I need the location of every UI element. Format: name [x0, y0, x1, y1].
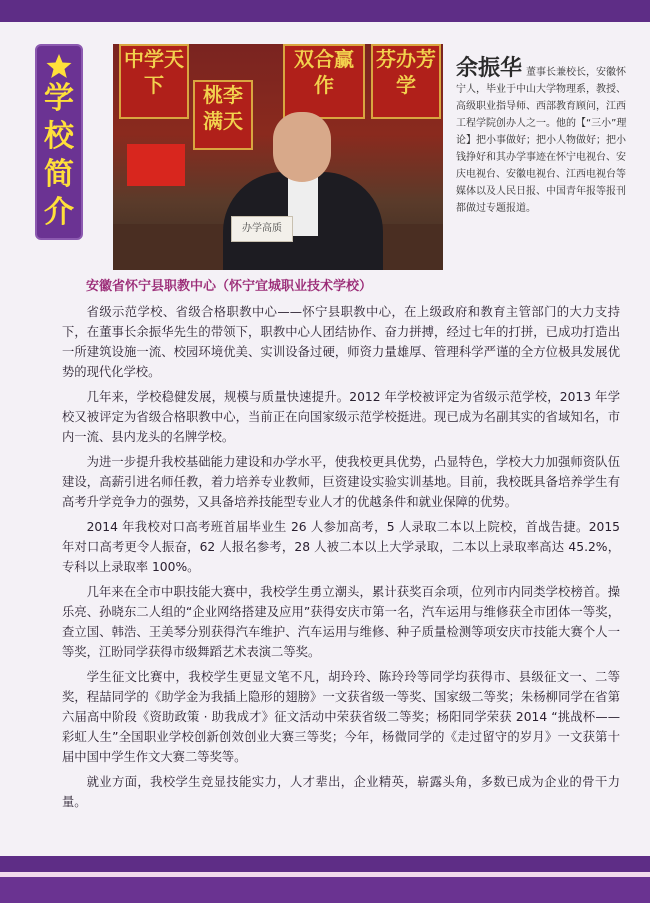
- wall-banner: 中学天下: [119, 44, 189, 119]
- principal-name: 余振华: [456, 55, 523, 81]
- intro-paragraph: 几年来，学校稳健发展，规模与质量快速提升。2012 年学校被评定为省级示范学校，2013 年学校又被评定为省级合格职教中心，当前正在向国家级示范学校挺进。现已成为名副其实的省域知名，市内一流、县内龙头的名牌学校。: [62, 390, 620, 444]
- intro-paragraph: 为进一步提升我校基础能力建设和办学水平，使我校更具优势，凸显特色，学校大力加强师资队伍建设，高薪引进名师任教，着力培养专业教师，巨资建设实验实训基地。目前，我校既具备培养学生有高考升学竞争力的强势，又具备培养技能型专业人才的优越条件和就业保障的优势。: [62, 455, 620, 509]
- section-title-char: 简: [44, 157, 74, 192]
- wall-banner: 芬办芳学: [371, 44, 441, 119]
- section-title-box: [35, 44, 83, 240]
- wall-banner: 双合赢作: [283, 44, 365, 119]
- intro-paragraph: 省级示范学校、省级合格职教中心——怀宁县职教中心，在上级政府和教育主管部门的大力支持下，在董事长余振华先生的带领下，职教中心人团结协作、奋力拼搏，经过七年的打拼，已成功打造出一所建筑设施一流、校园环境优美、实训设备过硬，师资力量雄厚、管理科学严谨的全方位极具发展优势的现代化学校。: [62, 305, 620, 379]
- person-head: [273, 112, 331, 182]
- principal-photo: [113, 44, 443, 270]
- bottom-decor-bar: [0, 856, 650, 872]
- star-icon: [45, 52, 73, 80]
- principal-bio-text: 董事长兼校长，安徽怀宁人，毕业于中山大学物理系，教授、高级职业指导师、西部教育顾问，江西工程学院创办人之一。他的【“三小”理论】把小事做好；把小人物做好；把小钱挣好和其办学事迹在怀宁电视台、安庆电视台、安徽电视台、江西电视台等媒体以及人民日报、中国青年报等报刊都做过专题报道。: [456, 67, 627, 214]
- flag-icon: [127, 144, 185, 186]
- intro-paragraph: 几年来在全市中职技能大赛中，我校学生勇立潮头，累计获奖百余项，位列市内同类学校榜首。操乐亮、孙晓东二人组的“企业网络搭建及应用”获得安庆市第一名，汽车运用与维修获全市团体一等奖，查立国、韩浩、王美琴分别获得汽车维护、汽车运用与维修、种子质量检测等项安庆市技能大赛个人一等奖，江盼同学获得市级舞蹈艺术表演二等奖。: [62, 585, 620, 659]
- school-subtitle: 安徽省怀宁县职教中心（怀宁宜城职业技术学校）: [86, 279, 373, 294]
- principal-bio: [456, 55, 632, 217]
- school-intro-body: [62, 302, 620, 817]
- wall-banner: 桃李满天: [193, 80, 253, 150]
- section-title-char: 介: [44, 195, 74, 230]
- section-title-char: 学: [44, 81, 74, 116]
- intro-paragraph: 就业方面，我校学生竞显技能实力，人才辈出，企业精英，崭露头角，多数已成为企业的骨干力量。: [62, 775, 620, 809]
- top-decor-bar: [0, 0, 650, 22]
- intro-paragraph: 学生征文比赛中，我校学生更显文笔不凡，胡玲玲、陈玲玲等同学均获得市、县级征文一、二等奖，程喆同学的《助学金为我插上隐形的翅膀》一文获省级一等奖、国家级二等奖；朱杨柳同学在省第六届高中阶段《资助政策 · 助我成才》征文活动中荣获省级二等奖；杨阳同学荣获 2014 “挑战杯——彩虹人生”全国职业学校创新创效创业大赛三等奖；今年，杨微同学的《走过留守的岁月》一文获第十届中国中学生作文大赛二等奖等。: [62, 670, 620, 764]
- bottom-decor-bar: [0, 877, 650, 903]
- intro-paragraph: 2014 年我校对口高考班首届毕业生 26 人参加高考，5 人录取二本以上院校，首战告捷。2015 年对口高考更令人振奋，62 人报名参考，28 人被二本以上大学录取，二本以上录取率高达 45.2%，专科以上录取率 100%。: [62, 520, 620, 574]
- section-title-char: 校: [44, 119, 74, 154]
- desk-nameplate: 办学高质: [231, 216, 293, 242]
